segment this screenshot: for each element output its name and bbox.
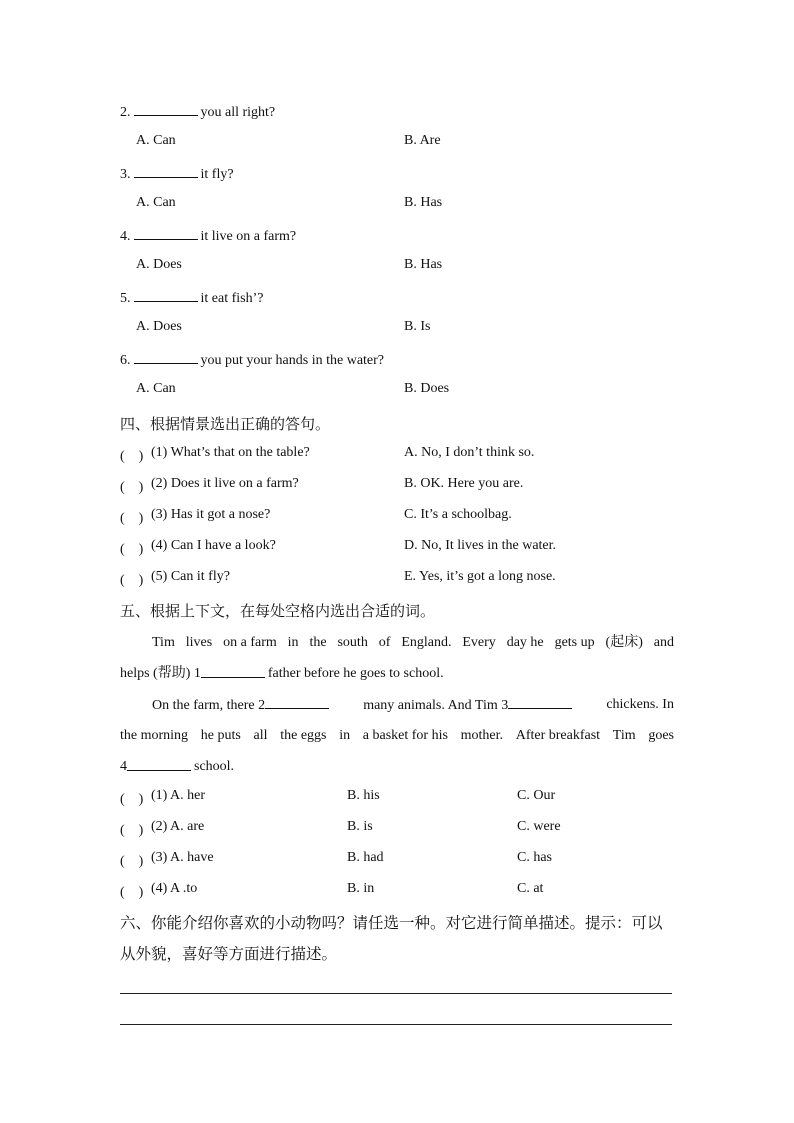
answer-option: E. Yes, it’s got a long nose. bbox=[404, 569, 556, 584]
choice-b[interactable]: B. had bbox=[347, 850, 384, 865]
passage-word: the eggs bbox=[280, 728, 327, 743]
question-text: you put your hands in the water? bbox=[200, 353, 385, 368]
question-stem bbox=[120, 225, 680, 247]
answer-option: D. No, It lives in the water. bbox=[404, 538, 557, 553]
answer-line[interactable] bbox=[120, 1024, 672, 1025]
part4-heading: 四、根据情景选出正确的答句。 bbox=[120, 415, 331, 433]
passage-word: goes bbox=[648, 728, 674, 743]
passage-word: in bbox=[287, 635, 299, 650]
question-text: (3) Has it got a nose? bbox=[151, 507, 271, 522]
option-a[interactable]: A. Can bbox=[136, 195, 176, 210]
question-stem bbox=[120, 349, 680, 371]
question-number: 6. bbox=[120, 353, 131, 368]
passage-word: south bbox=[337, 635, 368, 650]
blank-1[interactable] bbox=[201, 663, 265, 678]
question-stem bbox=[120, 101, 680, 123]
blank-3[interactable] bbox=[508, 694, 572, 709]
choice-a[interactable]: (4) A .to bbox=[151, 881, 198, 896]
option-b[interactable]: B. Has bbox=[404, 195, 443, 210]
choice-a[interactable]: (3) A. have bbox=[151, 850, 214, 865]
choice-b[interactable]: B. in bbox=[347, 881, 375, 896]
passage-word: gets up bbox=[554, 635, 595, 650]
question-text: you all right? bbox=[200, 105, 276, 120]
passage-text: school. bbox=[194, 759, 235, 774]
choice-a[interactable]: (2) A. are bbox=[151, 819, 205, 834]
choice-c[interactable]: C. at bbox=[517, 881, 544, 896]
choice-c[interactable]: C. Our bbox=[517, 788, 556, 803]
answer-paren[interactable]: ( ) bbox=[120, 511, 144, 526]
choice-b[interactable]: B. his bbox=[347, 788, 380, 803]
passage-word: England. bbox=[401, 635, 452, 650]
passage-word: Tim bbox=[612, 728, 636, 743]
passage-word: After breakfast bbox=[515, 728, 601, 743]
passage-line bbox=[120, 694, 674, 725]
passage-word: the bbox=[309, 635, 327, 650]
option-a[interactable]: A. Can bbox=[136, 381, 176, 396]
blank-4[interactable] bbox=[127, 756, 191, 771]
answer-paren[interactable]: ( ) bbox=[120, 449, 144, 464]
answer-paren[interactable]: ( ) bbox=[120, 573, 144, 588]
passage-word: all bbox=[253, 728, 268, 743]
question-number: 5. bbox=[120, 291, 131, 306]
passage-word: of bbox=[378, 635, 391, 650]
passage-word: (起床) bbox=[605, 635, 643, 650]
choice-b[interactable]: B. is bbox=[347, 819, 373, 834]
option-a[interactable]: A. Does bbox=[136, 257, 182, 272]
passage-word: day he bbox=[506, 635, 544, 650]
answer-paren[interactable]: ( ) bbox=[120, 542, 144, 557]
question-text: (4) Can I have a look? bbox=[151, 538, 276, 553]
passage-word: on a farm bbox=[223, 635, 277, 650]
question-stem bbox=[120, 287, 680, 309]
passage-text: helps (帮助) 1 bbox=[120, 666, 201, 681]
blank-2[interactable] bbox=[265, 694, 329, 709]
option-b[interactable]: B. Has bbox=[404, 257, 443, 272]
question-stem bbox=[120, 163, 680, 185]
part6-line-2: 从外貌，喜好等方面进行描述。 bbox=[120, 945, 338, 963]
answer-option: A. No, I don’t think so. bbox=[404, 445, 535, 460]
answer-paren[interactable]: ( ) bbox=[120, 480, 144, 495]
passage-word: in bbox=[339, 728, 351, 743]
passage-word: Tim bbox=[152, 635, 175, 650]
passage-word: mother. bbox=[460, 728, 504, 743]
passage-line bbox=[120, 756, 674, 787]
passage-word: Every bbox=[462, 635, 496, 650]
answer-blank[interactable] bbox=[134, 349, 198, 364]
answer-blank[interactable] bbox=[134, 225, 198, 240]
option-b[interactable]: B. Does bbox=[404, 381, 450, 396]
choice-c[interactable]: C. has bbox=[517, 850, 552, 865]
passage-word: a basket for his bbox=[362, 728, 448, 743]
passage-word: he puts bbox=[200, 728, 241, 743]
passage-line bbox=[120, 663, 674, 694]
question-text: it fly? bbox=[200, 167, 234, 182]
question-text: (2) Does it live on a farm? bbox=[151, 476, 299, 491]
question-number: 4. bbox=[120, 229, 131, 244]
passage-text: chickens. In bbox=[606, 697, 674, 712]
passage-word: the morning bbox=[120, 728, 189, 743]
passage-line bbox=[120, 632, 674, 663]
answer-blank[interactable] bbox=[134, 163, 198, 178]
choice-c[interactable]: C. were bbox=[517, 819, 561, 834]
question-number: 2. bbox=[120, 105, 131, 120]
question-text: (1) What’s that on the table? bbox=[151, 445, 310, 460]
option-b[interactable]: B. Is bbox=[404, 319, 431, 334]
part6-line-1: 六、你能介绍你喜欢的小动物吗？请任选一种。对它进行简单描述。提示：可以 bbox=[120, 914, 663, 932]
part5-heading: 五、根据上下文，在每处空格内选出合适的词。 bbox=[120, 602, 436, 620]
passage-line bbox=[120, 725, 674, 756]
option-a[interactable]: A. Can bbox=[136, 133, 176, 148]
passage-word: and bbox=[653, 635, 674, 650]
answer-paren[interactable]: ( ) bbox=[120, 792, 144, 807]
answer-option: C. It’s a schoolbag. bbox=[404, 507, 512, 522]
question-text: it eat fish’? bbox=[200, 291, 264, 306]
passage-text: father before he goes to school. bbox=[267, 666, 444, 681]
answer-paren[interactable]: ( ) bbox=[120, 885, 144, 900]
answer-line[interactable] bbox=[120, 993, 672, 994]
option-a[interactable]: A. Does bbox=[136, 319, 182, 334]
option-b[interactable]: B. Are bbox=[404, 133, 441, 148]
answer-blank[interactable] bbox=[134, 101, 198, 116]
passage-text: 4 bbox=[120, 759, 127, 774]
answer-paren[interactable]: ( ) bbox=[120, 854, 144, 869]
question-text: it live on a farm? bbox=[200, 229, 297, 244]
cloze-passage bbox=[120, 632, 674, 787]
passage-text: many animals. And Tim 3 bbox=[363, 698, 509, 713]
passage-text: On the farm, there 2 bbox=[152, 698, 266, 713]
choice-a[interactable]: (1) A. her bbox=[151, 788, 206, 803]
passage-word: lives bbox=[185, 635, 213, 650]
answer-blank[interactable] bbox=[134, 287, 198, 302]
answer-option: B. OK. Here you are. bbox=[404, 476, 524, 491]
question-text: (5) Can it fly? bbox=[151, 569, 230, 584]
question-number: 3. bbox=[120, 167, 131, 182]
answer-paren[interactable]: ( ) bbox=[120, 823, 144, 838]
